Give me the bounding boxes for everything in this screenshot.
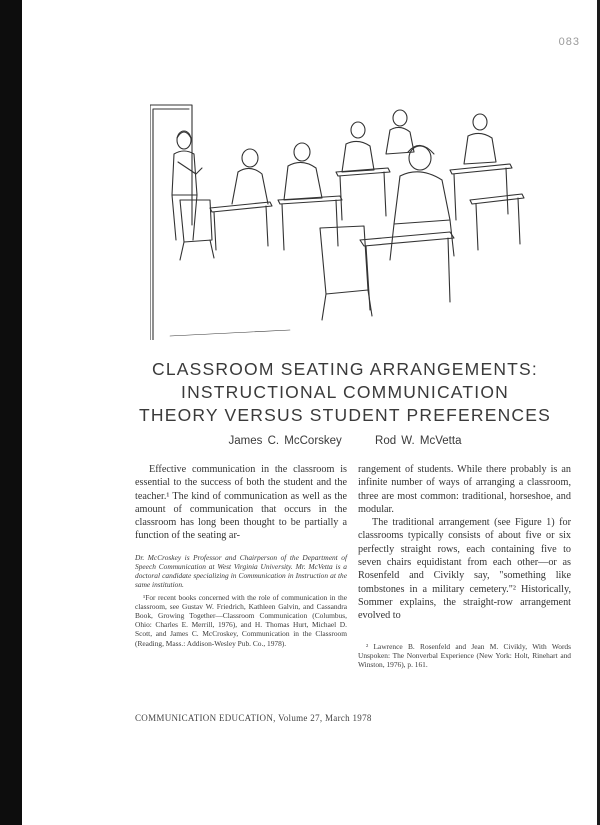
right-footnote: [358, 642, 571, 673]
footnote-2: ² Lawrence B. Rosenfeld and Jean M. Civikly, With Words Unspoken: The Nonverbal Experience (New York: Holt, Rinehart and Winston, 1976), p. 161.: [358, 642, 571, 670]
right-column: [358, 463, 571, 623]
desks-back-right: [450, 114, 524, 250]
article-title: [120, 358, 570, 427]
author-bio-note: Dr. McCroskey is Professor and Chairperson of the Department of Speech Communication at West Virginia University. Mr. McVetta is a doctoral candidate specializing in Communication in Instruction at the same institution.: [135, 552, 347, 590]
desk-front-right: [320, 226, 454, 320]
journal-citation: COMMUNICATION EDUCATION, Volume 27, March 1978: [135, 713, 372, 723]
body-paragraph-right-2: The traditional arrangement (see Figure 1) for classrooms typically consists of about five or six perfectly straight rows, each containing five to seven chairs equidistant from each other—or as Rosenfeld and Civikly say, "something like tombstones in a military cemetery."² Historically, Sommer explains, the straight-row arrangement evolved to: [358, 517, 571, 622]
body-paragraph-right-1: rangement of students. While there probably is an infinite number of ways of arranging a classroom, three are most common: traditional, horseshoe, and modular.: [358, 464, 571, 515]
author-2: Rod W. McVetta: [375, 435, 462, 447]
classroom-illustration: [150, 100, 530, 340]
left-column: [135, 463, 347, 651]
doorway: [150, 105, 192, 340]
footnote-1: ¹For recent books concerned with the role of communication in the classroom, see Gustav W. Friedrich, Kathleen Galvin, and Cassandra Book, Growing Together—Classroom Communication (Columbus, Ohio: Charles E. Merrill, 1976), and H. Thomas Hurt, Michael D. Scott, and James C. McCroskey, Communication in the Classroom (Reading, Mass.: Addison-Wesley Pub. Co., 1978).: [135, 592, 347, 648]
page-number: 083: [558, 36, 580, 48]
title-line-3: THEORY VERSUS STUDENT PREFERENCES: [138, 405, 552, 425]
author-1: James C. McCorskey: [228, 435, 342, 447]
scan-left-edge: [0, 0, 22, 825]
title-line-2: INSTRUCTIONAL COMMUNICATION: [181, 382, 509, 402]
body-paragraph-left: Effective communication in the classroom is essential to the success of both the student and the teacher.¹ The kind of communication as well as the amount of communication that occurs in the classroom has long been thought to be partially a function of the seating ar-: [135, 464, 347, 542]
teacher-figure: [172, 131, 202, 240]
desk-row-left: [180, 149, 272, 260]
title-line-1: CLASSROOM SEATING ARRANGEMENTS:: [152, 359, 538, 379]
author-line: [120, 435, 570, 447]
